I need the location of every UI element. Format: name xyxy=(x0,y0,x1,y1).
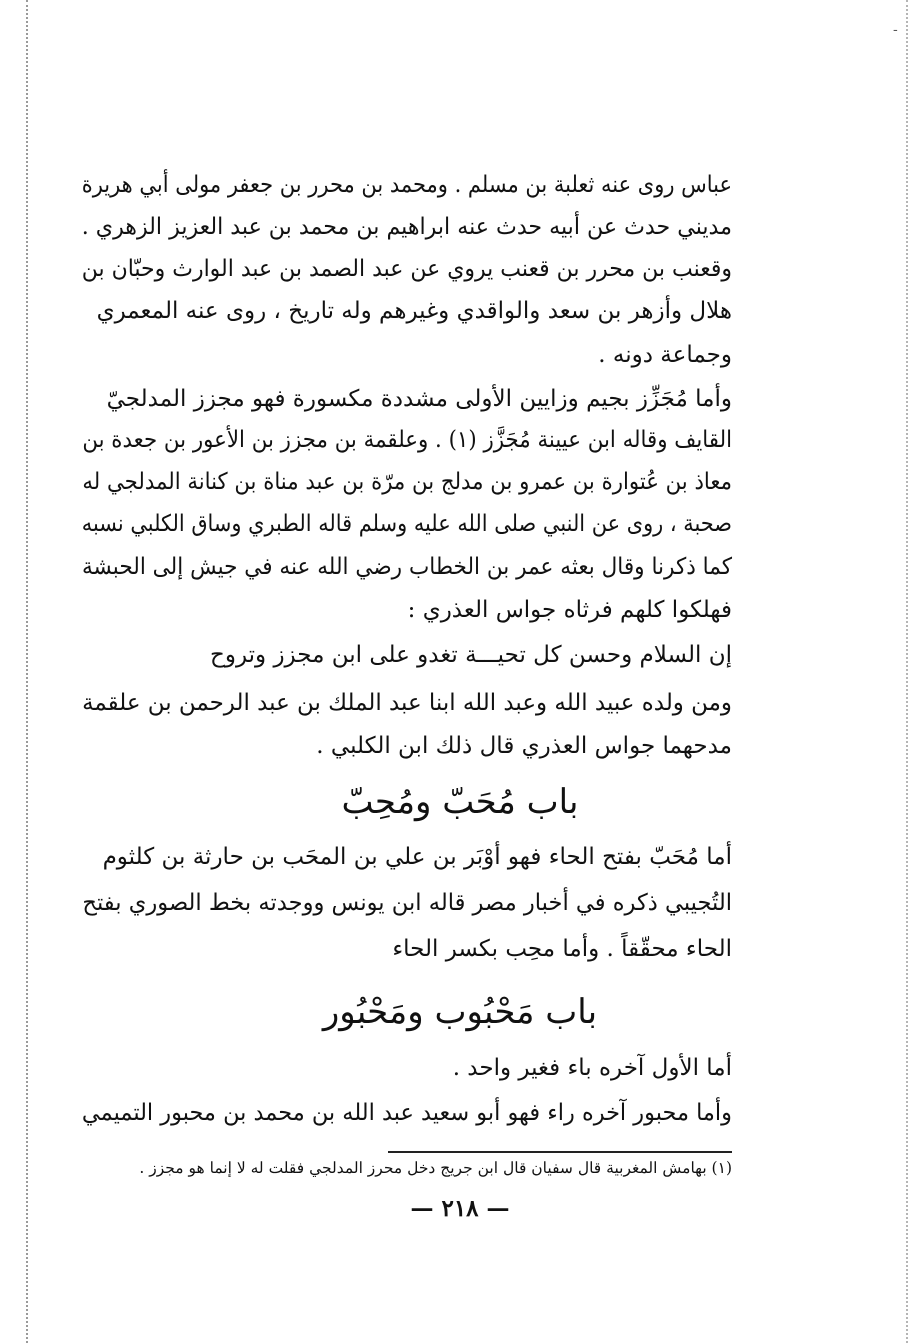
body-text xyxy=(82,0,732,1343)
section-heading: باب مَحْبُوب ومَحْبُور xyxy=(322,992,598,1032)
text-line: فهلكوا كلهم فرثاه جواس العذري : xyxy=(407,597,732,623)
text-line: وأما محبور آخره راء فهو أبو سعيد عبد الله بن محمد بن محبور التميمي xyxy=(81,1100,733,1126)
section-heading: باب مُحَبّ ومُحِبّ xyxy=(341,782,579,822)
verse-line: إن السلام وحسن كل تحيـــة تغدو على ابن مجزز وتروح xyxy=(209,642,732,668)
text-line: مديني حدث عن أبيه حدث عنه ابراهيم بن محمد بن عبد العزيز الزهري . xyxy=(81,214,732,240)
text-line: القايف وقاله ابن عيينة مُجَزَّز (١) . وعلقمة بن مجزز بن الأعور بن جعدة بن xyxy=(82,427,732,453)
text-line: معاذ بن عُتوارة بن عمرو بن مدلج بن مرّة بن عبد مناة بن كنانة المدلجي له xyxy=(82,469,732,495)
text-line: عباس روى عنه ثعلبة بن مسلم . ومحمد بن محرر بن جعفر مولى أبي هريرة xyxy=(81,172,732,198)
page-number: — ٢١٨ — xyxy=(410,1195,510,1222)
text-line: التُجيبي ذكره في أخبار مصر قاله ابن يونس ووجدته بخط الصوري بفتح xyxy=(82,890,733,916)
text-line: ومن ولده عبيد الله وعبد الله ابنا عبد الملك بن عبد الرحمن بن علقمة xyxy=(82,690,733,716)
text-line: صحبة ، روى عن النبي صلى الله عليه وسلم قاله الطبري وساق الكلبي نسبه xyxy=(81,511,733,537)
text-line: أما مُحَبّ بفتح الحاء فهو أوْبَر بن علي بن المحَب بن حارثة بن كلثوم xyxy=(102,844,732,870)
left-margin-dotted-line xyxy=(26,0,28,1343)
text-line: هلال وأزهر بن سعد والواقدي وغيرهم وله تاريخ ، روى عنه المعمري xyxy=(96,298,732,324)
text-line: مدحهما جواس العذري قال ذلك ابن الكلبي . xyxy=(316,733,732,759)
right-margin-dotted-line xyxy=(906,0,908,1343)
footnote-separator xyxy=(388,1151,732,1153)
footnote: (١) بهامش المغربية قال سفيان قال ابن جريج دخل محرز المدلجي فقلت له لا إنما هو مجزز . xyxy=(139,1159,732,1177)
text-line: وقعنب بن محرر بن قعنب يروي عن عبد الصمد بن عبد الوارث وحبّان بن xyxy=(81,256,733,282)
text-line: وجماعة دونه . xyxy=(598,342,732,368)
text-line: الحاء محقّقاً . وأما محِب بكسر الحاء xyxy=(392,936,732,962)
text-line: كما ذكرنا وقال بعثه عمر بن الخطاب رضي الله عنه في جيش إلى الحبشة xyxy=(81,554,732,580)
text-line: أما الأول آخره باء فغير واحد . xyxy=(452,1055,732,1081)
margin-mark: - xyxy=(893,22,898,38)
text-line: وأما مُجَزِّز بجيم وزايين الأولى مشددة مكسورة فهو مجزز المدلجيّ xyxy=(106,386,732,412)
